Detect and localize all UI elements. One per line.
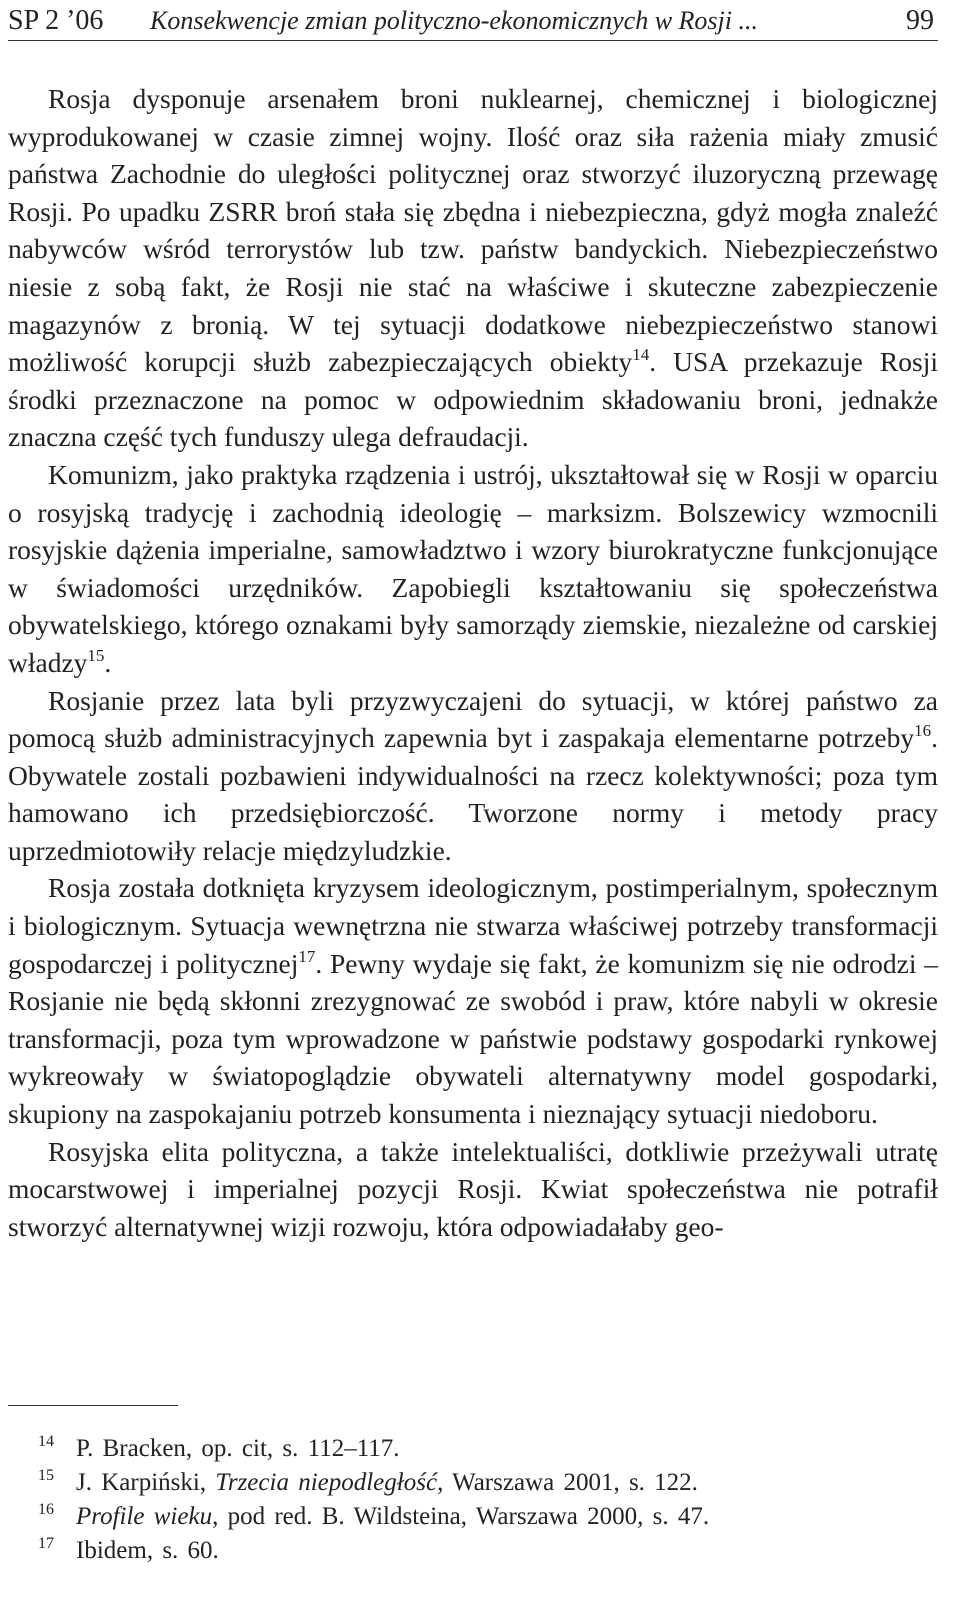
- footnote-text: Ibidem, s. 60.: [76, 1537, 219, 1564]
- footnote-separator: [8, 1405, 178, 1406]
- footnote: [38, 1432, 918, 1466]
- footnote-number: 17: [38, 1535, 54, 1552]
- footnote-number: 14: [38, 1433, 54, 1450]
- footnote: [38, 1466, 918, 1500]
- paragraph: Komunizm, jako praktyka rządzenia i ustrój, ukształtował się w Rosji w oparciu o rosyjską tradycję i zachodnią ideologię – marksizm. Bolszewicy wzmocnili rosyjskie dążenia imperialne, samowładztwo i wzory biurokratyczne funkcjonujące w świadomości urzędników. Zapobiegli kształtowaniu się społeczeństwa obywatelskiego, którego oznakami były samorządy ziemskie, niezależne od carskiej władzy$^{15}$.: [8, 458, 938, 678]
- footnotes: [38, 1432, 918, 1568]
- footnote-ref[interactable]: 16: [914, 721, 932, 741]
- footnote: [38, 1500, 918, 1534]
- running-header: [8, 2, 938, 41]
- paragraph: Rosjanie przez lata byli przyzwyczajeni do sytuacji, w której państwo za pomocą służb administracyjnych zapewnia byt i zaspakaja elementarne potrzeby$^{16}$. Obywatele zostali pozbawieni indywidualności na rzecz kolektywności; poza tym hamowano ich przedsiębiorczość. Tworzone normy i metody pracy uprzedmiotowiły relacje międzyludzkie.: [8, 684, 938, 866]
- footnote-text: P. Bracken, op. cit, s. 112–117.: [76, 1435, 400, 1462]
- footnote-number: 16: [38, 1501, 54, 1518]
- paragraph: Rosja została dotknięta kryzysem ideologicznym, postimperialnym, społecznym i biologicznym. Sytuacja wewnętrzna nie stwarza właściwej potrzeby transformacji gospodarczej i politycznej$^{17}$. Pewny wydaje się fakt, że komunizm się nie odrodzi – Rosjanie nie będą skłonni zrezygnować ze swobód i praw, które nabyli w okresie transformacji, poza tym wprowadzone w państwie podstawy gospodarki rynkowej wykreowały w światopoglądzie obywateli alternatywny model gospodarki, skupiony na zaspokajaniu potrzeb konsumenta i nieznający sytuacji niedoboru.: [8, 872, 938, 1130]
- paragraph: Rosyjska elita polityczna, a także intelektualiści, dotkliwie przeżywali utratę mocarstwowej i imperialnej pozycji Rosji. Kwiat społeczeństwa nie potrafił stworzyć alternatywnej wizji rozwoju, która odpowiadałaby geo-: [8, 1135, 938, 1242]
- footnote-text: J. Karpiński, Trzecia niepodległość, Warszawa 2001, s. 122.: [76, 1469, 698, 1496]
- paragraph: Rosja dysponuje arsenałem broni nuklearnej, chemicznej i biologicznej wyprodukowanej w czasie zimnej wojny. Ilość oraz siła rażenia miały zmusić państwa Zachodnie do uległości politycznej oraz stworzyć iluzoryczną przewagę Rosji. Po upadku ZSRR broń stała się zbędna i niebezpieczna, gdyż mogła znaleźć nabywców wśród terrorystów lub tzw. państw bandyckich. Niebezpieczeństwo niesie z sobą fakt, że Rosji nie stać na właściwe i skuteczne zabezpieczenie magazynów z bronią. W tej sytuacji dodatkowe niebezpieczeństwo stanowi możliwość korupcji służb zabezpieczających obiekty$^{14}$. USA przekazuje Rosji środki przeznaczone na pomoc w odpowiednim składowaniu broni, jednakże znaczna część tych funduszy ulega defraudacji.: [8, 83, 938, 453]
- footnote: [38, 1534, 918, 1568]
- footnote-text: Profile wieku, pod red. B. Wildsteina, Warszawa 2000, s. 47.: [76, 1503, 710, 1530]
- running-title: Konsekwencje zmian polityczno-ekonomicznych w Rosji ...: [150, 6, 758, 35]
- page-number: 99: [906, 5, 934, 36]
- body-text: [8, 80, 938, 1245]
- footnote-ref[interactable]: 14: [632, 345, 650, 365]
- footnote-ref[interactable]: 15: [87, 645, 105, 665]
- footnote-ref[interactable]: 17: [298, 946, 316, 966]
- journal-issue: SP 2 ’06: [8, 5, 104, 36]
- footnote-number: 15: [38, 1467, 54, 1484]
